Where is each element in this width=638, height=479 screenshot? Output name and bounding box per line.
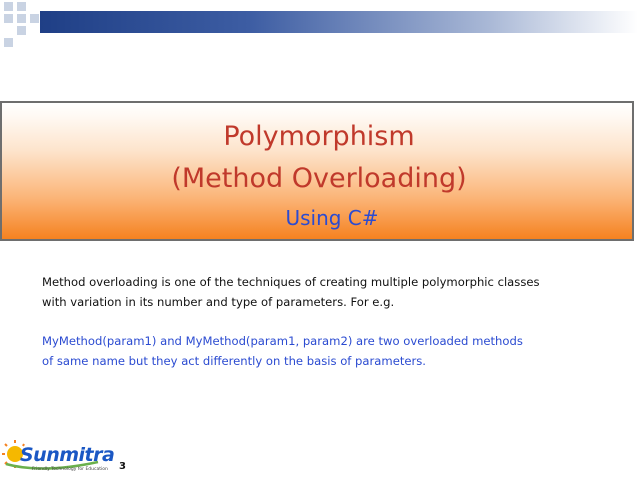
title-box xyxy=(0,101,634,241)
paragraph-example xyxy=(42,331,612,371)
deco-square xyxy=(4,2,13,11)
paragraph-line: MyMethod(param1) and MyMethod(param1, param2) are two overloaded methods xyxy=(42,334,523,348)
slide-title-subtitle: (Method Overloading) xyxy=(171,163,467,194)
paragraph-line: of same name but they act differently on the basis of parameters. xyxy=(42,354,426,368)
sunmitra-logo xyxy=(2,432,115,476)
logo-brand: Sunmitra xyxy=(20,444,115,466)
deco-square xyxy=(4,38,13,47)
deco-square xyxy=(4,14,13,23)
logo-tagline: Friendly Technology for Education xyxy=(32,467,108,472)
deco-square xyxy=(17,14,26,23)
slide-title: Polymorphism xyxy=(223,121,415,152)
paragraph-line: Method overloading is one of the techniques of creating multiple polymorphic classes xyxy=(42,275,540,289)
paragraph-definition xyxy=(42,272,612,312)
deco-square xyxy=(30,14,39,23)
deco-square xyxy=(17,26,26,35)
deco-square xyxy=(17,2,26,11)
page-number: 3 xyxy=(119,461,126,472)
paragraph-line: with variation in its number and type of parameters. For e.g. xyxy=(42,295,395,309)
header-gradient-bar xyxy=(40,11,638,33)
slide-title-language: Using C# xyxy=(285,206,379,230)
header-decoration xyxy=(0,0,638,60)
